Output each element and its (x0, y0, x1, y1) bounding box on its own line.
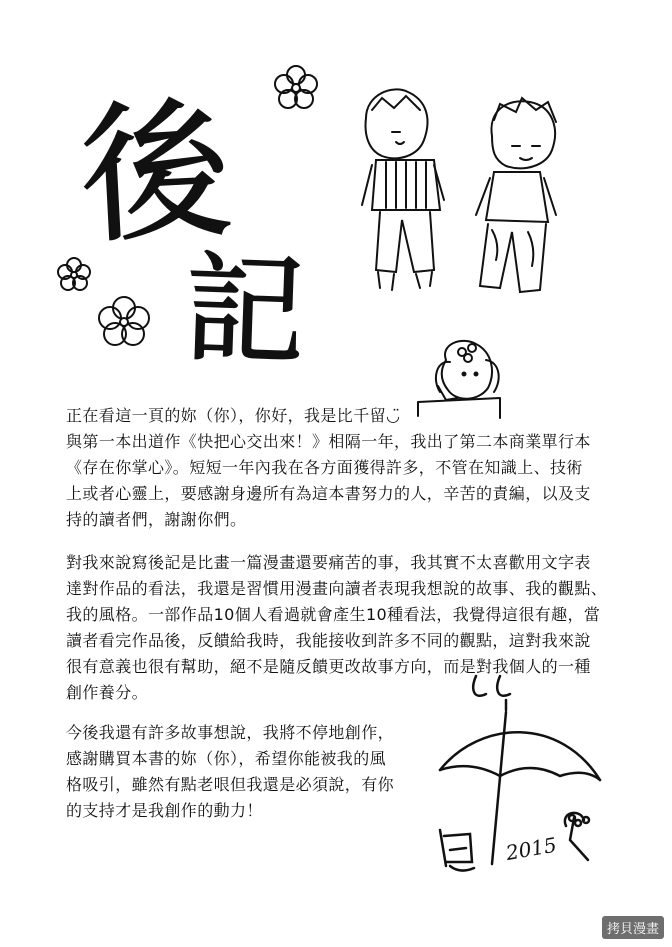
text-line: 與第一本出道作《快把心交出來！》相隔一年，我出了第二本商業單行本 (66, 432, 591, 451)
text-line: 讀者看完作品後，反饋給我時，我能接收到許多不同的觀點，這對我來說 (66, 631, 591, 650)
signature-date: 2015 (504, 832, 559, 866)
text-line: 創作養分。 (66, 683, 149, 702)
paragraph-thoughts (66, 550, 607, 706)
text-line: 感謝購買本書的妳（你），希望你能被我的風 (66, 749, 387, 768)
text-line: 格吸引，雖然有點老哏但我還是必須說，有你 (66, 775, 395, 794)
character-left (362, 89, 444, 290)
text-line: 今後我還有許多故事想說，我將不停地創作， (66, 723, 395, 742)
paragraph-greeting (66, 403, 591, 533)
text-line: 很有意義也很有幫助，絕不是隨反饋更改故事方向，而是對我個人的一種 (66, 657, 591, 676)
paragraph-thanks (66, 720, 394, 824)
text-line: 達對作品的看法，我還是習慣用漫畫向讀者表現我想說的故事、我的觀點、 (66, 579, 608, 598)
text-line: 持的讀者們，謝謝你們。 (66, 510, 247, 529)
text-line: 上或者心靈上，要感謝身邊所有為這本書努力的人，辛苦的責編，以及支 (66, 484, 591, 503)
text-line: 的支持才是我創作的動力！ (66, 801, 263, 820)
watermark-label: 拷貝漫畫 (602, 916, 664, 939)
character-right (476, 98, 556, 292)
text-line: 《存在你掌心》。短短一年內我在各方面獲得許多，不管在知識上、技術 (66, 458, 583, 477)
text-line: 對我來說寫後記是比畫一篇漫畫還要痛苦的事，我其實不太喜歡用文字表 (66, 553, 591, 572)
text-line: 我的風格。一部作品10個人看過就會產生10種看法，我覺得這很有趣，當 (66, 605, 601, 624)
heading-char-hou: 後 (76, 83, 236, 265)
heading-char-ji: 記 (182, 239, 307, 384)
text-line: 正在看這一頁的妳（你），你好，我是比千留◡̈ (66, 406, 401, 425)
